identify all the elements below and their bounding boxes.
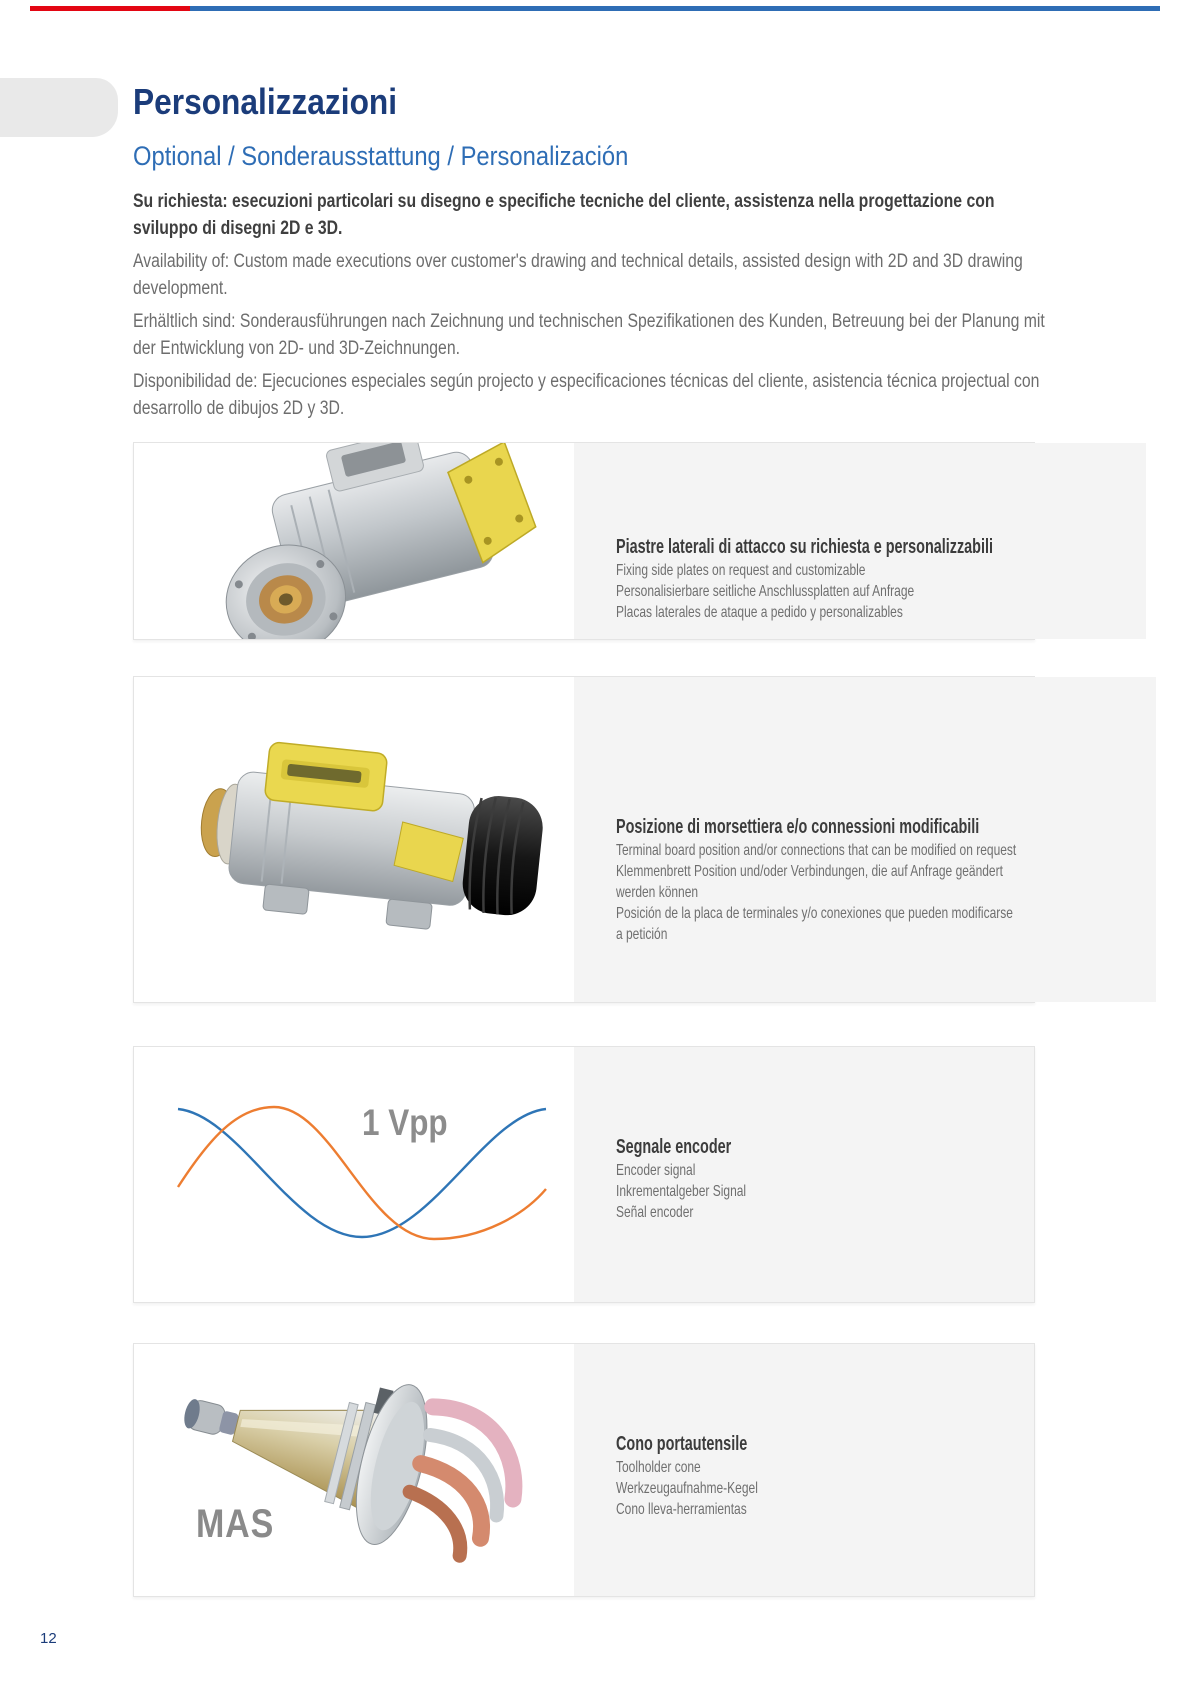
- page-number: 12: [40, 1630, 57, 1647]
- encoder-wave-figure: [134, 1047, 574, 1302]
- card-terminal-board-line-es1: Posición de la placa de terminales y/o conexiones que pueden modificarse: [616, 905, 1013, 922]
- card-encoder-line-de: Inkrementalgeber Signal: [616, 1183, 747, 1200]
- intro-de-line2: der Entwicklung von 2D- und 3D-Zeichnungen.: [133, 338, 460, 359]
- vpp-label-text: 1 Vpp: [362, 1102, 448, 1143]
- card-fixing-plates: [133, 442, 1035, 640]
- spindle-motor-side-plates-image: [134, 443, 574, 639]
- intro-english: [133, 248, 1073, 302]
- chapter-tab: [0, 78, 118, 137]
- intro-paragraphs: [133, 188, 1073, 428]
- card-cone-line-en: Toolholder cone: [616, 1459, 701, 1476]
- card-fixing-plates-line-en: Fixing side plates on request and customizable: [616, 562, 866, 579]
- card-encoder-signal-text: [574, 1047, 1034, 1302]
- intro-spanish: [133, 368, 1073, 422]
- intro-german: [133, 308, 1073, 362]
- card-toolholder-cone-text: [574, 1344, 1034, 1596]
- card-cone-line-es: Cono lleva-herramientas: [616, 1501, 747, 1518]
- intro-it-line1: Su richiesta: esecuzioni particolari su disegno e specifiche tecniche del cliente, assistenza nella progettazione con: [133, 191, 995, 212]
- card-fixing-plates-line-es: Placas laterales de ataque a pedido y personalizables: [616, 604, 903, 621]
- mas-label-text: MAS: [196, 1502, 275, 1546]
- intro-en-line1: Availability of: Custom made executions over customer's drawing and technical details, assisted design with 2D and 3D drawing: [133, 251, 1023, 272]
- page-title: [133, 82, 433, 122]
- page-subtitle-text: Optional / Sonderausstattung / Personalización: [133, 141, 629, 171]
- top-rule-blue: [190, 6, 1160, 11]
- toolholder-cone-figure: [134, 1344, 574, 1596]
- spindle-motor-terminal-image: [134, 677, 574, 1002]
- card-fixing-plates-line-de: Personalisierbare seitliche Anschlussplatten auf Anfrage: [616, 583, 915, 600]
- intro-es-line1: Disponibilidad de: Ejecuciones especiales según projecto y especificaciones técnicas del cliente, asistencia técnica projectual con: [133, 371, 1040, 392]
- card-terminal-board-text: [574, 677, 1156, 1002]
- toolholder-cone-image: [134, 1344, 574, 1596]
- intro-en-line2: development.: [133, 278, 228, 299]
- card-terminal-board-line-en: Terminal board position and/or connections that can be modified on request: [616, 842, 1017, 859]
- card-terminal-board: [133, 676, 1035, 1003]
- card-terminal-board-title: Posizione di morsettiera e/o connessioni modificabili: [616, 816, 980, 838]
- intro-italian: [133, 188, 1073, 242]
- encoder-wave-image: [134, 1047, 574, 1302]
- spindle-motor-front-figure: [134, 443, 574, 639]
- card-toolholder-cone: [133, 1343, 1035, 1597]
- card-fixing-plates-text: [574, 443, 1146, 639]
- intro-it-line2: sviluppo di disegni 2D e 3D.: [133, 218, 343, 239]
- card-cone-title: Cono portautensile: [616, 1433, 748, 1455]
- page-title-text: Personalizzazioni: [133, 81, 398, 122]
- mas-label: [196, 1502, 288, 1547]
- intro-de-line1: Erhältlich sind: Sonderausführungen nach Zeichnung und technischen Spezifikationen des Kunden, Betreuung bei der Planung mit: [133, 311, 1045, 332]
- vpp-label: [362, 1102, 463, 1144]
- intro-es-line2: desarrollo de dibujos 2D y 3D.: [133, 398, 345, 419]
- card-terminal-board-line-de1: Klemmenbrett Position und/oder Verbindungen, die auf Anfrage geändert: [616, 863, 1003, 880]
- card-encoder-title: Segnale encoder: [616, 1136, 732, 1158]
- card-fixing-plates-title: Piastre laterali di attacco su richiesta e personalizzabili: [616, 536, 993, 558]
- card-cone-line-de: Werkzeugaufnahme-Kegel: [616, 1480, 758, 1497]
- spindle-motor-rear-figure: [134, 677, 574, 1002]
- card-encoder-line-en: Encoder signal: [616, 1162, 696, 1179]
- card-encoder-line-es: Señal encoder: [616, 1204, 694, 1221]
- card-encoder-signal: [133, 1046, 1035, 1303]
- page-subtitle: [133, 140, 696, 172]
- top-rule-red: [30, 6, 190, 11]
- card-terminal-board-line-es2: a petición: [616, 926, 668, 943]
- card-terminal-board-line-de2: werden können: [616, 884, 699, 901]
